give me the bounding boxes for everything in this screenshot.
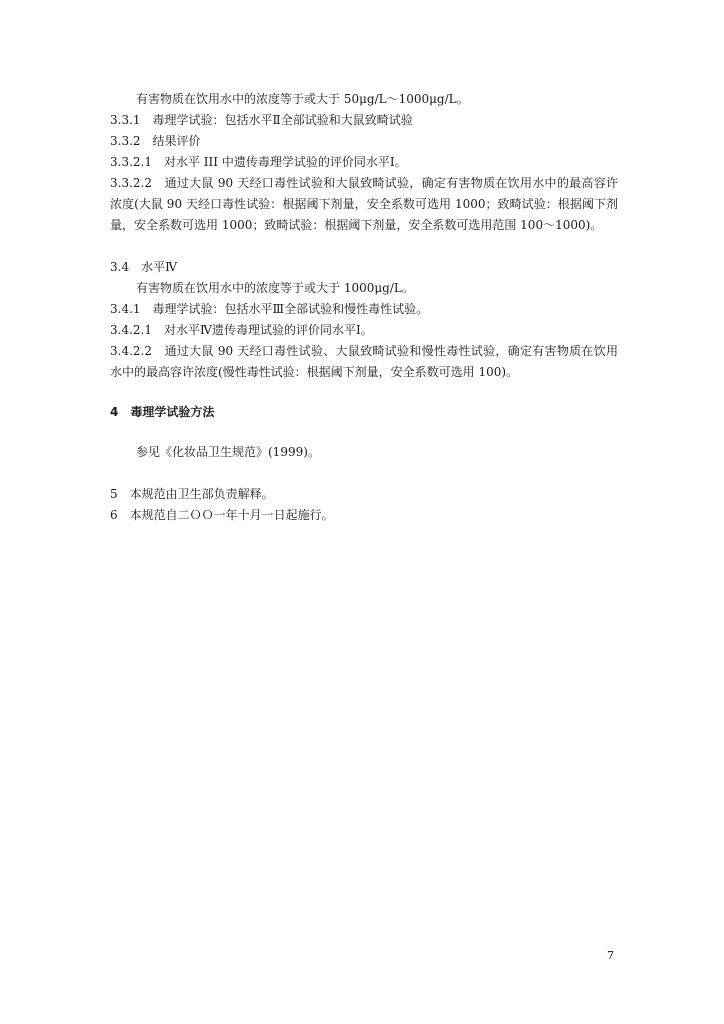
reference-paragraph: 参见《化妆品卫生规范》(1999)。 bbox=[136, 445, 320, 459]
section-3-3-2: 3.3.2 结果评价 bbox=[110, 134, 201, 148]
section-3-3-1: 3.3.1 毒理学试验：包括水平Ⅱ全部试验和大鼠致畸试验 bbox=[110, 113, 413, 127]
paragraph-level3-concentration: 有害物质在饮用水中的浓度等于或大于 50μg/L～1000μg/L。 bbox=[136, 92, 469, 106]
section-5: 5 本规范由卫生部负责解释。 bbox=[110, 487, 274, 501]
section-3-4-2-1: 3.4.2.1 对水平Ⅳ遗传毒理试验的评价同水平Ⅰ。 bbox=[110, 323, 373, 337]
section-3-4-1: 3.4.1 毒理学试验：包括水平Ⅲ全部试验和慢性毒性试验。 bbox=[110, 302, 429, 316]
page-number: 7 bbox=[607, 949, 614, 962]
section-4-heading: 4 毒理学试验方法 bbox=[110, 405, 215, 419]
section-3-4: 3.4 水平Ⅳ bbox=[110, 260, 178, 274]
paragraph-level4-concentration: 有害物质在饮用水中的浓度等于或大于 1000μg/L。 bbox=[136, 281, 414, 295]
section-3-3-2-1: 3.3.2.1 对水平 III 中遗传毒理学试验的评价同水平Ⅰ。 bbox=[110, 155, 407, 169]
section-6: 6 本规范自二ＯＯ一年十月一日起施行。 bbox=[110, 508, 334, 522]
section-3-3-2-2: 3.3.2.2 通过大鼠 90 天经口毒性试验和大鼠致畸试验，确定有害物质在饮用水中的最高容许浓度(大鼠 90 天经口毒性试验：根据阈下剂量，安全系数可选用 1000；致畸试验：根据阈下剂量，安全系数可选用 1000；致畸试验：根据阈下剂量，安全系数可选用范围 100～1000)。 bbox=[110, 176, 618, 232]
section-3-4-2-2: 3.4.2.2 通过大鼠 90 天经口毒性试验、大鼠致畸试验和慢性毒性试验，确定有害物质在饮用水中的最高容许浓度(慢性毒性试验：根据阈下剂量，安全系数可选用 100)。 bbox=[110, 344, 618, 379]
